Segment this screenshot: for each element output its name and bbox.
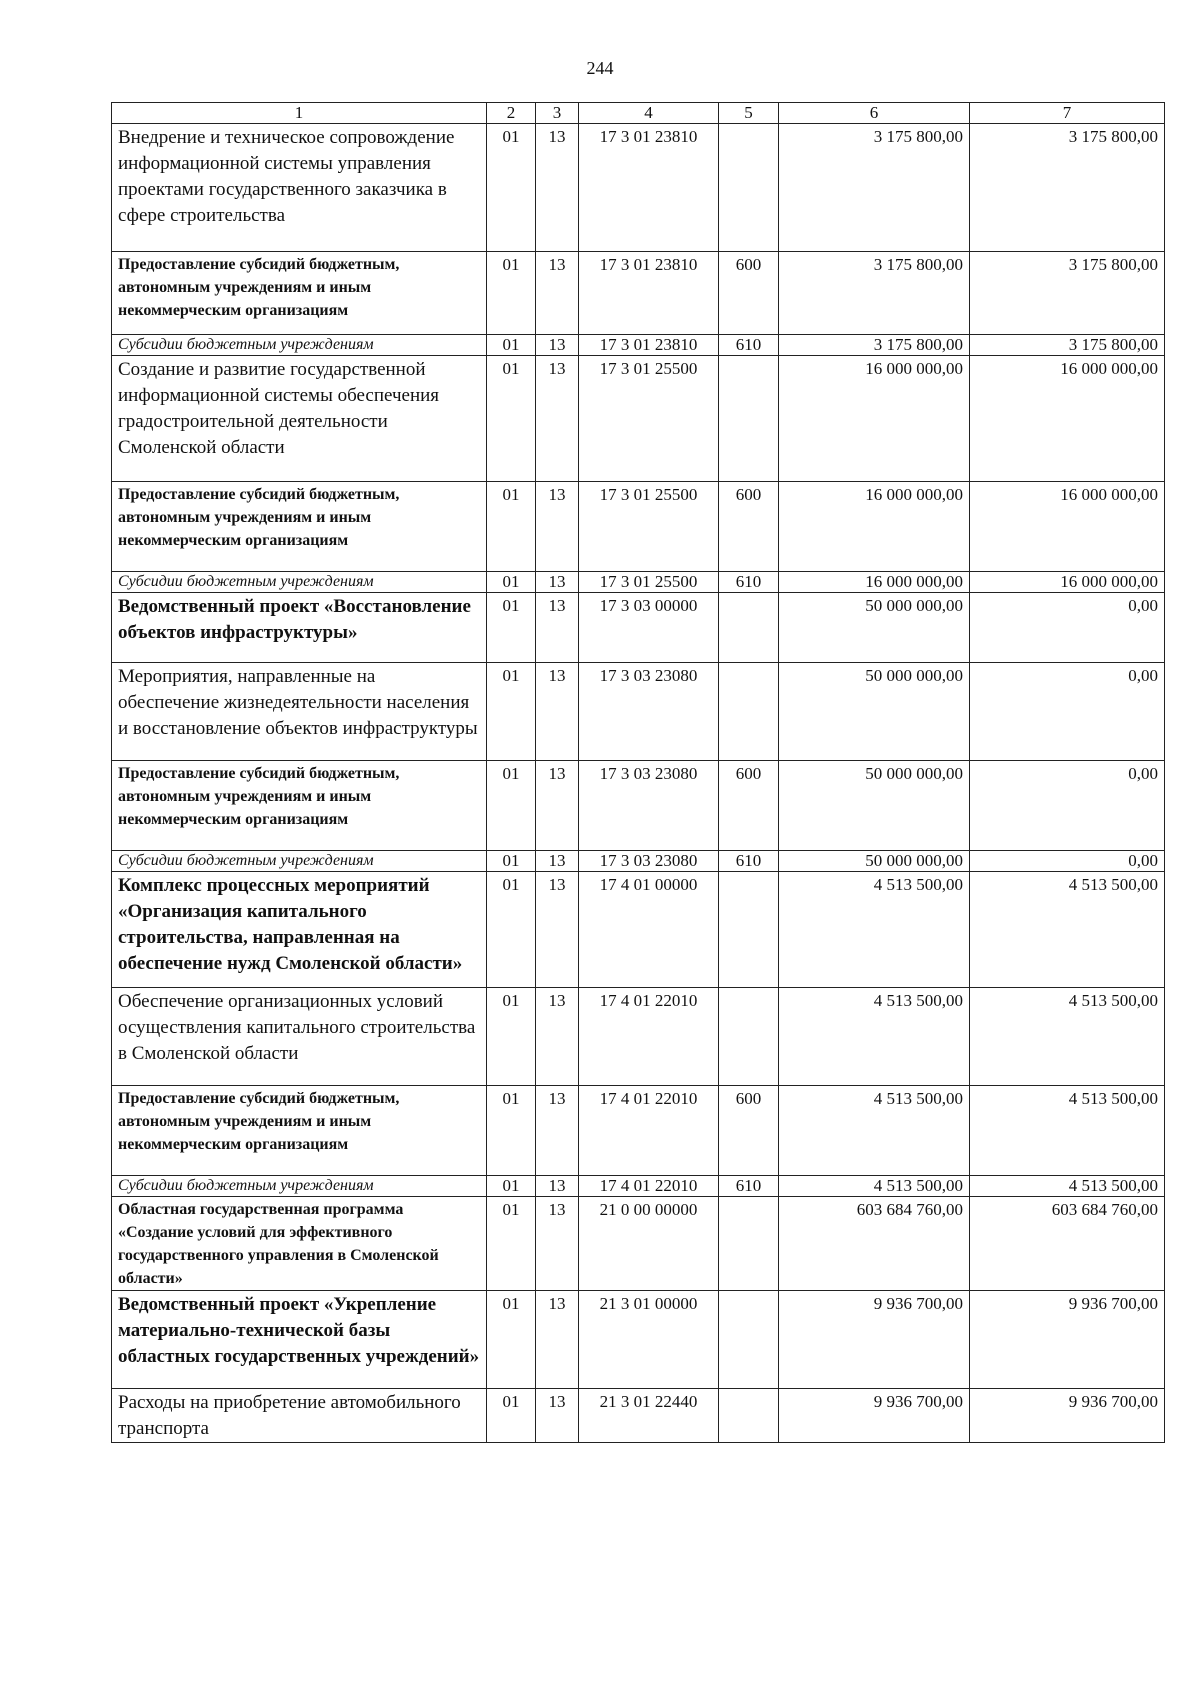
amount-col-7: 9 936 700,00 (970, 1291, 1165, 1389)
amount-col-6: 4 513 500,00 (779, 1086, 970, 1176)
section-code: 01 (487, 252, 536, 335)
row-name: Предоставление субсидий бюджетным, автономным учреждениям и иным некоммерческим организациям (112, 252, 487, 335)
table-row (112, 761, 1165, 851)
subsection-code: 13 (536, 356, 579, 482)
row-name: Ведомственный проект «Укрепление материально-технической базы областных государственных учреждений» (112, 1291, 487, 1389)
target-article-code: 17 4 01 00000 (579, 872, 719, 988)
row-name: Создание и развитие государственной информационной системы обеспечения градостроительной деятельности Смоленской области (112, 356, 487, 482)
expense-type-code: 600 (719, 482, 779, 572)
column-header: 4 (579, 103, 719, 124)
row-name: Предоставление субсидий бюджетным, автономным учреждениям и иным некоммерческим организациям (112, 761, 487, 851)
row-name: Субсидии бюджетным учреждениям (112, 851, 487, 872)
section-code: 01 (487, 1197, 536, 1291)
amount-col-7: 4 513 500,00 (970, 872, 1165, 988)
subsection-code: 13 (536, 851, 579, 872)
section-code: 01 (487, 356, 536, 482)
subsection-code: 13 (536, 572, 579, 593)
header-row (112, 103, 1165, 124)
row-name: Субсидии бюджетным учреждениям (112, 572, 487, 593)
table-row (112, 1291, 1165, 1389)
amount-col-6: 4 513 500,00 (779, 988, 970, 1086)
row-name: Внедрение и техническое сопровождение информационной системы управления проектами государственного заказчика в сфере строительства (112, 124, 487, 252)
section-code: 01 (487, 851, 536, 872)
column-header: 3 (536, 103, 579, 124)
table-row (112, 124, 1165, 252)
target-article-code: 17 3 01 23810 (579, 124, 719, 252)
table-row (112, 593, 1165, 663)
table-row (112, 482, 1165, 572)
target-article-code: 17 4 01 22010 (579, 1086, 719, 1176)
target-article-code: 21 3 01 22440 (579, 1389, 719, 1443)
subsection-code: 13 (536, 482, 579, 572)
expense-type-code (719, 1197, 779, 1291)
section-code: 01 (487, 124, 536, 252)
amount-col-7: 4 513 500,00 (970, 1176, 1165, 1197)
budget-table (111, 102, 1165, 1443)
target-article-code: 21 0 00 00000 (579, 1197, 719, 1291)
section-code: 01 (487, 593, 536, 663)
target-article-code: 17 3 01 25500 (579, 356, 719, 482)
table-row (112, 1197, 1165, 1291)
amount-col-6: 4 513 500,00 (779, 872, 970, 988)
amount-col-7: 603 684 760,00 (970, 1197, 1165, 1291)
amount-col-6: 50 000 000,00 (779, 761, 970, 851)
table-row (112, 872, 1165, 988)
amount-col-6: 3 175 800,00 (779, 124, 970, 252)
section-code: 01 (487, 572, 536, 593)
row-name: Областная государственная программа «Создание условий для эффективного государственного управления в Смоленской области» (112, 1197, 487, 1291)
subsection-code: 13 (536, 593, 579, 663)
amount-col-6: 9 936 700,00 (779, 1291, 970, 1389)
row-name: Субсидии бюджетным учреждениям (112, 1176, 487, 1197)
expense-type-code (719, 1389, 779, 1443)
expense-type-code: 600 (719, 1086, 779, 1176)
amount-col-7: 4 513 500,00 (970, 1086, 1165, 1176)
column-header: 2 (487, 103, 536, 124)
expense-type-code: 610 (719, 1176, 779, 1197)
table-row (112, 851, 1165, 872)
expense-type-code: 600 (719, 761, 779, 851)
row-name: Расходы на приобретение автомобильного транспорта (112, 1389, 487, 1443)
section-code: 01 (487, 761, 536, 851)
target-article-code: 17 3 01 25500 (579, 572, 719, 593)
amount-col-6: 50 000 000,00 (779, 593, 970, 663)
amount-col-6: 603 684 760,00 (779, 1197, 970, 1291)
row-name: Предоставление субсидий бюджетным, автономным учреждениям и иным некоммерческим организациям (112, 482, 487, 572)
section-code: 01 (487, 988, 536, 1086)
amount-col-7: 4 513 500,00 (970, 988, 1165, 1086)
expense-type-code: 610 (719, 335, 779, 356)
target-article-code: 17 3 03 23080 (579, 851, 719, 872)
section-code: 01 (487, 1086, 536, 1176)
amount-col-7: 0,00 (970, 851, 1165, 872)
amount-col-7: 0,00 (970, 593, 1165, 663)
subsection-code: 13 (536, 1291, 579, 1389)
amount-col-6: 4 513 500,00 (779, 1176, 970, 1197)
amount-col-7: 0,00 (970, 663, 1165, 761)
table-row (112, 335, 1165, 356)
amount-col-7: 9 936 700,00 (970, 1389, 1165, 1443)
amount-col-7: 3 175 800,00 (970, 124, 1165, 252)
table-row (112, 572, 1165, 593)
table-row (112, 1389, 1165, 1443)
expense-type-code (719, 356, 779, 482)
amount-col-6: 3 175 800,00 (779, 252, 970, 335)
section-code: 01 (487, 482, 536, 572)
amount-col-7: 16 000 000,00 (970, 482, 1165, 572)
expense-type-code (719, 124, 779, 252)
amount-col-6: 3 175 800,00 (779, 335, 970, 356)
subsection-code: 13 (536, 1197, 579, 1291)
expense-type-code (719, 1291, 779, 1389)
row-name: Субсидии бюджетным учреждениям (112, 335, 487, 356)
subsection-code: 13 (536, 988, 579, 1086)
target-article-code: 17 3 03 23080 (579, 663, 719, 761)
amount-col-7: 0,00 (970, 761, 1165, 851)
expense-type-code (719, 988, 779, 1086)
page-number: 244 (586, 58, 614, 78)
target-article-code: 17 4 01 22010 (579, 988, 719, 1086)
amount-col-6: 50 000 000,00 (779, 663, 970, 761)
amount-col-6: 16 000 000,00 (779, 572, 970, 593)
section-code: 01 (487, 663, 536, 761)
subsection-code: 13 (536, 872, 579, 988)
amount-col-6: 9 936 700,00 (779, 1389, 970, 1443)
table-row (112, 1086, 1165, 1176)
row-name: Предоставление субсидий бюджетным, автономным учреждениям и иным некоммерческим организациям (112, 1086, 487, 1176)
column-header: 5 (719, 103, 779, 124)
section-code: 01 (487, 1389, 536, 1443)
amount-col-7: 16 000 000,00 (970, 356, 1165, 482)
expense-type-code: 610 (719, 851, 779, 872)
row-name: Комплекс процессных мероприятий «Организация капитального строительства, направленная на обеспечение нужд Смоленской области» (112, 872, 487, 988)
subsection-code: 13 (536, 1176, 579, 1197)
row-name: Ведомственный проект «Восстановление объектов инфраструктуры» (112, 593, 487, 663)
table-row (112, 252, 1165, 335)
table-row (112, 356, 1165, 482)
section-code: 01 (487, 1291, 536, 1389)
table-row (112, 1176, 1165, 1197)
expense-type-code: 600 (719, 252, 779, 335)
expense-type-code (719, 593, 779, 663)
target-article-code: 17 3 01 23810 (579, 252, 719, 335)
target-article-code: 17 4 01 22010 (579, 1176, 719, 1197)
row-name: Мероприятия, направленные на обеспечение жизнедеятельности населения и восстановление объектов инфраструктуры (112, 663, 487, 761)
table-row (112, 663, 1165, 761)
subsection-code: 13 (536, 761, 579, 851)
subsection-code: 13 (536, 252, 579, 335)
amount-col-6: 50 000 000,00 (779, 851, 970, 872)
amount-col-7: 3 175 800,00 (970, 335, 1165, 356)
column-header: 1 (112, 103, 487, 124)
subsection-code: 13 (536, 124, 579, 252)
expense-type-code: 610 (719, 572, 779, 593)
target-article-code: 17 3 01 23810 (579, 335, 719, 356)
subsection-code: 13 (536, 1389, 579, 1443)
row-name: Обеспечение организационных условий осуществления капитального строительства в Смоленской области (112, 988, 487, 1086)
column-header: 6 (779, 103, 970, 124)
table-body (112, 103, 1165, 1443)
section-code: 01 (487, 1176, 536, 1197)
column-header: 7 (970, 103, 1165, 124)
amount-col-7: 3 175 800,00 (970, 252, 1165, 335)
target-article-code: 17 3 03 00000 (579, 593, 719, 663)
target-article-code: 17 3 03 23080 (579, 761, 719, 851)
section-code: 01 (487, 335, 536, 356)
subsection-code: 13 (536, 335, 579, 356)
expense-type-code (719, 663, 779, 761)
amount-col-6: 16 000 000,00 (779, 482, 970, 572)
section-code: 01 (487, 872, 536, 988)
expense-type-code (719, 872, 779, 988)
target-article-code: 17 3 01 25500 (579, 482, 719, 572)
subsection-code: 13 (536, 663, 579, 761)
amount-col-7: 16 000 000,00 (970, 572, 1165, 593)
table-row (112, 988, 1165, 1086)
amount-col-6: 16 000 000,00 (779, 356, 970, 482)
subsection-code: 13 (536, 1086, 579, 1176)
target-article-code: 21 3 01 00000 (579, 1291, 719, 1389)
